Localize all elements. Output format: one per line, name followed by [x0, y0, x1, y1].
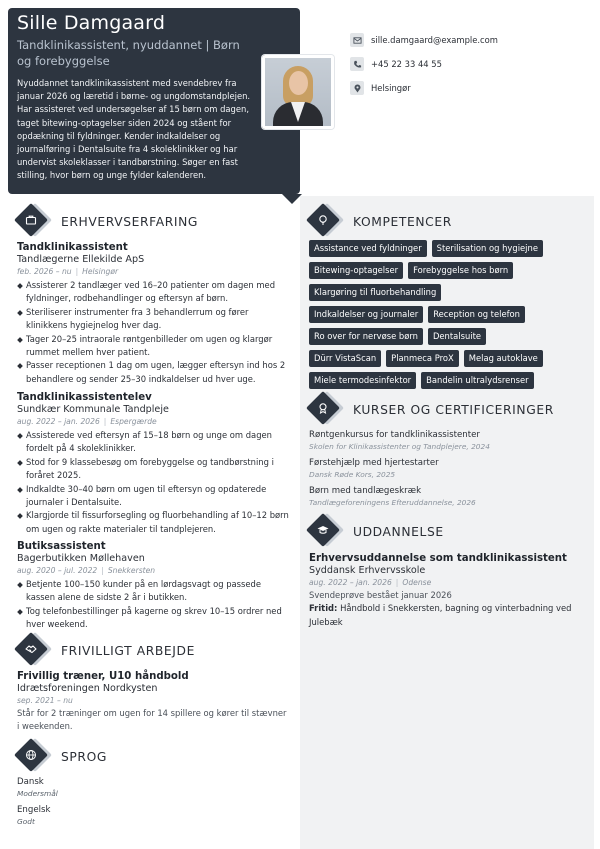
- skills-list: [309, 240, 559, 389]
- list-item: Assisterede ved eftersyn af 15–18 børn og unge om dagen fordelt på 4 skoleklinikker.: [17, 429, 289, 456]
- courses-title: KURSER OG CERTIFICERINGER: [353, 403, 554, 417]
- courses-heading: [309, 393, 554, 427]
- course-item: [309, 429, 569, 452]
- briefcase-icon: [23, 212, 39, 228]
- list-item: Betjente 100–150 kunder på en lørdagsvagt og passede kassen alene de sidste 2 år i butikken.: [17, 578, 289, 605]
- experience-title: ERHVERVSERFARING: [61, 215, 198, 229]
- education-note: Svendeprøve bestået januar 2026: [309, 590, 452, 600]
- skill-chip: Dentalsuite: [428, 328, 486, 345]
- location-text: Helsingør: [371, 83, 411, 93]
- course-provider: Dansk Røde Kors, 2025: [309, 470, 396, 479]
- course-provider: Tandlægeforeningens Efteruddannelse, 2026: [309, 498, 476, 507]
- job-title: Butiksassistent: [17, 541, 106, 552]
- skills-title: KOMPETENCER: [353, 215, 452, 229]
- employer: Sundkær Kommunale Tandpleje: [17, 404, 169, 415]
- education-heading: [309, 515, 444, 549]
- education-fritid: Fritid: Håndbold i Snekkersten, bagning og vinterbadning ved Julebæk: [309, 603, 572, 627]
- list-item: Steriliserer instrumenter fra 3 behandlerrum og fører klinikkens hygiejnelog hver dag.: [17, 306, 289, 333]
- list-item: Tog telefonbestillinger på kagerne og skrev 10–15 ordrer ned hver weekend.: [17, 605, 289, 632]
- list-item: Indkaldte 30–40 børn om ugen til eftersyn og opdaterede journaler i Dentalsuite.: [17, 483, 289, 510]
- course-item: [309, 485, 569, 508]
- phone-text: +45 22 33 44 55: [371, 59, 442, 69]
- language-item: [17, 804, 50, 827]
- profile-summary: Nyuddannet tandklinikassistent med svendebrev fra januar 2026 og læretid i børne- og ungdomstandplejen. Har assisteret ved undersøgelser af 15 børn om dagen, taget bitewing-optagelser siden 2024 og ståent for opdækning til fyldninger. Kender indkaldelser og journalføring i Dentalsuite fra 4 skoleklinikker og har undervist skoleklasser i tandbørstning. Søger en fast stilling, hvor børn og unge fylder kalenderen.: [17, 78, 251, 181]
- skill-chip: Miele termodesinfektor: [309, 372, 416, 389]
- skill-chip: Ro over for nervøse børn: [309, 328, 423, 345]
- skill-chip: Sterilisation og hygiejne: [432, 240, 543, 257]
- skill-chip: Indkaldelser og journaler: [309, 306, 423, 323]
- list-item: Passer receptionen 1 dag om ugen, lægger eftersyn ind hos 2 behandlere og sender 25–30 indkaldelser ud hver uge.: [17, 359, 289, 386]
- lightbulb-icon: [315, 212, 331, 228]
- candidate-name: Sille Damgaard: [17, 12, 166, 34]
- language-name: Dansk: [17, 777, 44, 787]
- job-title: Tandklinikassistent: [17, 242, 128, 253]
- volunteer-role: Frivillig træner, U10 håndbold: [17, 671, 189, 682]
- contact-phone[interactable]: [350, 57, 442, 71]
- skill-chip: Assistance ved fyldninger: [309, 240, 427, 257]
- degree-title: Erhvervsuddannelse som tandklinikassistent: [309, 553, 567, 564]
- experience-entry: [17, 391, 289, 536]
- volunteer-org: Idrætsforeningen Nordkysten: [17, 683, 158, 694]
- contact-email[interactable]: [350, 33, 498, 47]
- header-card: [8, 8, 300, 194]
- volunteer-dates: sep. 2021 – nu: [17, 696, 73, 705]
- handshake-icon: [23, 641, 39, 657]
- list-item: Klargjorde til fissurforsegling og fluorbehandling af 10–12 børn om ugen og rakte materialer til tandplejeren.: [17, 509, 289, 536]
- list-item: Stod for 9 klassebesøg om forebyggelse og tandbørstning i foråret 2025.: [17, 456, 289, 483]
- email-text: sille.damgaard@example.com: [371, 35, 498, 45]
- course-title: Børn med tandlægeskræk: [309, 486, 422, 496]
- mail-icon: [350, 33, 364, 47]
- contact-location: [350, 81, 411, 95]
- volunteer-description: Står for 2 træninger om ugen for 14 spillere og kører til stævner i weekenden.: [17, 708, 287, 732]
- job-dates: feb. 2026 – nu | Helsingør: [17, 267, 119, 276]
- list-item: Assisterer 2 tandlæger ved 16–20 patienter om dagen med fyldninger, rodbehandlinger og eftersyn af børn.: [17, 279, 289, 306]
- language-item: [17, 776, 58, 799]
- experience-heading: [17, 205, 198, 239]
- graduation-cap-icon: [315, 522, 331, 538]
- list-item: Tager 20–25 intraorale røntgenbilleder om ugen og klargør rummet mellem hver patient.: [17, 333, 289, 360]
- candidate-role: Tandklinikassistent, nyuddannet | Børn og forebyggelse: [17, 38, 240, 68]
- volunteer-heading: [17, 634, 195, 668]
- languages-title: SPROG: [61, 750, 107, 764]
- job-dates: aug. 2020 – jul. 2022 | Snekkersten: [17, 566, 156, 575]
- location-pin-icon: [350, 81, 364, 95]
- globe-icon: [23, 747, 39, 763]
- language-level: Modersmål: [17, 789, 58, 798]
- skill-chip: Dürr VistaScan: [309, 350, 381, 367]
- education-dates: aug. 2022 – jan. 2026 | Odense: [309, 578, 432, 587]
- volunteer-title: FRIVILLIGT ARBEJDE: [61, 644, 195, 658]
- skill-chip: Bitewing-optagelser: [309, 262, 403, 279]
- school-name: Syddansk Erhvervsskole: [309, 565, 426, 576]
- language-name: Engelsk: [17, 805, 51, 815]
- language-level: Godt: [17, 817, 35, 826]
- course-title: Røntgenkursus for tandklinikassistenter: [309, 430, 480, 440]
- course-provider: Skolen for Klinikassistenter og Tandplejere, 2024: [309, 442, 490, 451]
- skill-chip: Planmeca ProX: [386, 350, 459, 367]
- skill-chip: Forebyggelse hos børn: [408, 262, 513, 279]
- experience-entry: [17, 241, 289, 386]
- education-entry: [309, 552, 589, 629]
- job-title: Tandklinikassistentelev: [17, 392, 152, 403]
- course-title: Førstehjælp med hjertestarter: [309, 458, 439, 468]
- job-dates: aug. 2022 – jan. 2026 | Espergærde: [17, 417, 157, 426]
- course-item: [309, 457, 569, 480]
- employer: Bagerbutikken Møllehaven: [17, 553, 145, 564]
- skill-chip: Reception og telefon: [428, 306, 525, 323]
- skill-chip: Klargøring til fluorbehandling: [309, 284, 441, 301]
- languages-heading: [17, 740, 107, 774]
- employer: Tandlægerne Ellekilde ApS: [17, 254, 145, 265]
- profile-photo: [262, 55, 334, 129]
- phone-icon: [350, 57, 364, 71]
- volunteer-entry: [17, 670, 289, 734]
- education-title: UDDANNELSE: [353, 525, 444, 539]
- certificate-icon: [315, 400, 331, 416]
- experience-entry: [17, 540, 289, 632]
- skill-chip: Melag autoklave: [464, 350, 543, 367]
- skills-heading: [309, 205, 452, 239]
- skill-chip: Bandelin ultralydsrenser: [421, 372, 533, 389]
